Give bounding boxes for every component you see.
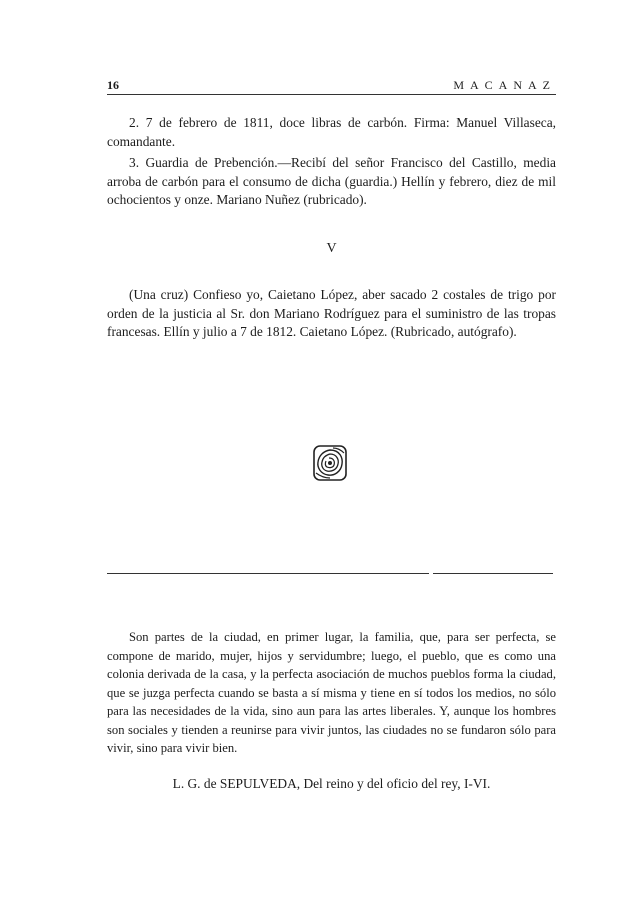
page-header [107, 78, 556, 92]
entry-3: 3. Guardia de Prebención.—Recibí del señor Francisco del Castillo, media arroba de carbón para el consumo de dicha (guardia.) Hellín y febrero, diez de mil ochocientos y onze. Mariano Nuñez (rubricado). [107, 155, 556, 207]
rose-ornament-icon [313, 445, 347, 481]
page-number: 16 [107, 78, 119, 92]
quote-attribution: L. G. de SEPULVEDA, Del reino y del oficio del rey, I-VI. [172, 776, 491, 791]
section-numeral: V [326, 241, 337, 256]
section-text: (Una cruz) Confieso yo, Caietano López, aber sacado 2 costales de trigo por orden de la justicia al Sr. don Mariano Rodríguez para el suministro de las tropas francesas. Ellín y julio a 7 de 1812. Caietano López. (Rubricado, autógrafo). [107, 287, 556, 339]
running-title: MACANAZ [453, 78, 556, 92]
divider-left [107, 573, 429, 574]
header-rule [107, 94, 556, 95]
entry-2: 2. 7 de febrero de 1811, doce libras de carbón. Firma: Manuel Villaseca, comandante. [107, 115, 556, 149]
divider-right [433, 573, 553, 574]
quote-text: Son partes de la ciudad, en primer lugar, la familia, que, para ser perfecta, se compone de marido, mujer, hijos y servidumbre; luego, el pueblo, que es como una colonia derivada de la casa, y la perfecta asociación de muchos pueblos forma la ciudad, que se juzga perfecta cuando se basta a sí misma y tiene en sí todos los medios, no sólo para las necesidades de la vida, sino aun para las artes liberales. Y, aunque los hombres son sociales y tienden a reunirse para vivir juntos, las ciudades no se fundaron sólo para vivir, sino para vivir bien. [107, 630, 556, 755]
